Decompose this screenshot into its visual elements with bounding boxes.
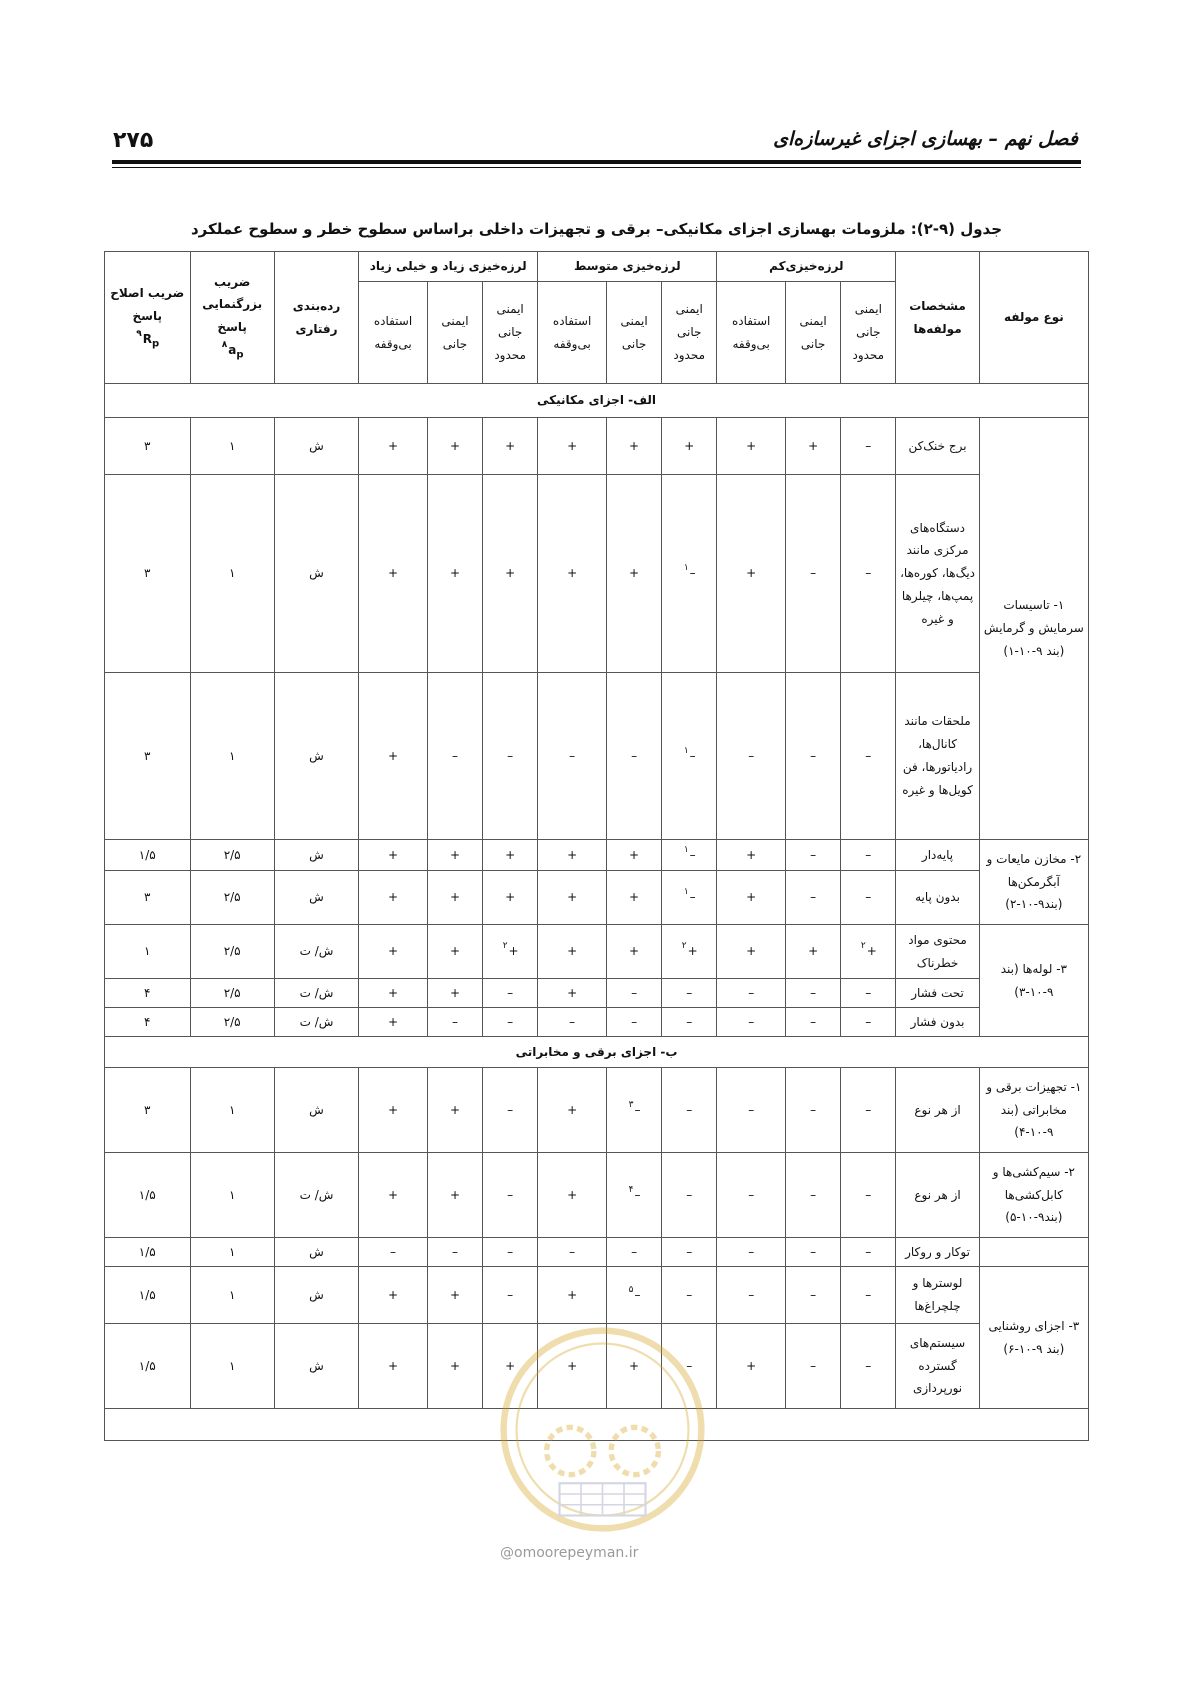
behavior-cell: ش [274, 475, 358, 673]
footnote-marker: ۳ [628, 1099, 634, 1110]
amp-factor-cell: ۱ [190, 1324, 274, 1409]
requirement-cell: + [427, 1068, 482, 1153]
requirement-cell: – [786, 1008, 841, 1037]
requirement-cell: –$^۱$ [662, 840, 717, 871]
requirement-cell: + [483, 418, 538, 475]
requirement-cell: + [717, 925, 786, 979]
requirement-cell: – [841, 418, 896, 475]
spec-cell: برج خنک‌کن [896, 418, 979, 475]
spec-cell: بدون فشار [896, 1008, 979, 1037]
requirement-cell: + [427, 1153, 482, 1238]
spec-cell: بدون پایه [896, 871, 979, 925]
requirement-cell: – [717, 1238, 786, 1267]
requirement-cell: + [538, 979, 607, 1008]
mod-factor-cell: ۱ [105, 925, 191, 979]
amp-factor-cell: ۲/۵ [190, 925, 274, 979]
page-number: ۲۷۵ [113, 128, 154, 153]
requirement-cell: – [841, 1267, 896, 1324]
behavior-cell: ش [274, 871, 358, 925]
mod-factor-cell: ۱/۵ [105, 1238, 191, 1267]
footnote-marker: ۱ [683, 887, 689, 898]
behavior-cell: ش [274, 1068, 358, 1153]
table-row [105, 1267, 1089, 1324]
requirement-cell: + [427, 1324, 482, 1409]
behavior-cell: ش [274, 1267, 358, 1324]
table-row [105, 475, 1089, 673]
table-row [105, 418, 1089, 475]
col-amp-factor [190, 252, 274, 384]
subcol-high-immediate-occupancy: استفاده بی‌وقفه [359, 282, 428, 384]
requirement-cell: + [359, 925, 428, 979]
requirement-cell: + [359, 1324, 428, 1409]
requirement-cell: – [841, 1008, 896, 1037]
requirement-cell: – [606, 1238, 661, 1267]
amp-factor-cell: ۲/۵ [190, 840, 274, 871]
mod-factor-cell: ۱/۵ [105, 1153, 191, 1238]
requirement-cell: + [606, 925, 661, 979]
table-row [105, 1153, 1089, 1238]
requirement-cell: – [786, 840, 841, 871]
amp-factor-cell: ۲/۵ [190, 871, 274, 925]
requirement-cell: – [786, 673, 841, 840]
requirement-cell: – [717, 1008, 786, 1037]
footnote-marker: ۴ [628, 1184, 634, 1195]
requirement-cell: + [538, 1267, 607, 1324]
section-electrical: ب- اجزای برقی و مخابراتی [105, 1037, 1089, 1068]
requirement-cell: – [606, 1008, 661, 1037]
amp-factor-cell: ۱ [190, 1238, 274, 1267]
requirement-cell: + [538, 871, 607, 925]
footnote-marker: ۱ [683, 563, 689, 574]
requirement-cell: – [717, 979, 786, 1008]
subcol-mod-limited-life-safety: ایمنی جانی محدود [662, 282, 717, 384]
behavior-cell: ش/ ت [274, 1153, 358, 1238]
requirement-cell: + [427, 475, 482, 673]
mod-factor-cell: ۳ [105, 418, 191, 475]
behavior-cell: ش [274, 1238, 358, 1267]
requirement-cell: – [538, 1008, 607, 1037]
requirement-cell: + [538, 475, 607, 673]
mod-factor-cell: ۳ [105, 673, 191, 840]
col-component-specs: مشخصات مولفه‌ها [896, 252, 979, 384]
requirement-cell: + [427, 418, 482, 475]
requirement-cell: + [538, 418, 607, 475]
requirement-cell: – [786, 871, 841, 925]
requirement-cell: + [538, 1153, 607, 1238]
requirement-cell: – [662, 1238, 717, 1267]
footnote-marker: ۱ [683, 844, 689, 855]
amp-factor-cell: ۱ [190, 475, 274, 673]
requirement-cell: + [538, 925, 607, 979]
amp-factor-cell: ۱ [190, 418, 274, 475]
table-row [105, 979, 1089, 1008]
requirement-cell: – [427, 1238, 482, 1267]
requirement-cell: + [359, 418, 428, 475]
requirement-cell: – [483, 1153, 538, 1238]
requirement-cell: + [786, 418, 841, 475]
requirement-cell: – [786, 979, 841, 1008]
requirement-cell: + [662, 418, 717, 475]
requirement-cell: – [483, 1267, 538, 1324]
requirement-cell: + [606, 418, 661, 475]
requirement-cell: – [483, 979, 538, 1008]
requirement-cell: + [786, 925, 841, 979]
mod-factor-cell: ۱/۵ [105, 1267, 191, 1324]
requirement-cell: – [606, 673, 661, 840]
requirement-cell: + [359, 840, 428, 871]
spec-cell: توکار و روکار [896, 1238, 979, 1267]
group-tanks: ۲- مخازن مایعات و آبگرمکن‌ها (بند۹-۱۰-۲) [979, 840, 1088, 925]
group-empty-cell [979, 1238, 1088, 1267]
behavior-cell: ش [274, 1324, 358, 1409]
spec-cell: محتوی مواد خطرناک [896, 925, 979, 979]
table-caption: جدول (۹-۲): ملزومات بهسازی اجزای مکانیکی– برقی و تجهیزات داخلی براساس سطوح خطر و سطوح عملکرد [190, 220, 1003, 238]
requirement-cell: – [841, 673, 896, 840]
spec-cell: از هر نوع [896, 1153, 979, 1238]
mod-factor-cell: ۴ [105, 979, 191, 1008]
requirement-cell: + [427, 871, 482, 925]
col-high-seismicity: لرزه‌خیزی زیاد و خیلی زیاد [359, 252, 538, 282]
mod-factor-cell: ۱/۵ [105, 1324, 191, 1409]
requirement-cell: + [483, 475, 538, 673]
behavior-cell: ش/ ت [274, 1008, 358, 1037]
requirement-cell: – [717, 1068, 786, 1153]
requirement-cell: – [662, 1267, 717, 1324]
spec-cell: تحت فشار [896, 979, 979, 1008]
group-hvac: ۱- تاسیسات سرمایش و گرمایش (بند ۹-۱۰-۱) [979, 418, 1088, 840]
requirement-cell: – [717, 1153, 786, 1238]
requirement-cell: – [662, 1324, 717, 1409]
amp-factor-cell: ۱ [190, 1153, 274, 1238]
col-low-seismicity: لرزه‌خیزی‌کم [717, 252, 896, 282]
amp-factor-cell: ۱ [190, 673, 274, 840]
requirement-cell: – [483, 1068, 538, 1153]
requirement-cell: – [841, 1068, 896, 1153]
col-component-type: نوع مولفه [979, 252, 1088, 384]
requirement-cell: + [717, 475, 786, 673]
requirement-cell: – [662, 979, 717, 1008]
requirement-cell: – [359, 1238, 428, 1267]
requirement-cell: + [717, 871, 786, 925]
table-row [105, 840, 1089, 871]
group-pipes: ۳- لوله‌ها (بند ۹-۱۰-۳) [979, 925, 1088, 1037]
table-row [105, 1008, 1089, 1037]
requirement-cell: + [538, 1324, 607, 1409]
group-wiring: ۲- سیم‌کشی‌ها و کابل‌کشی‌ها (بند۹-۱۰-۵) [979, 1153, 1088, 1238]
requirement-cell: + [427, 925, 482, 979]
requirement-cell: –$^۱$ [662, 475, 717, 673]
amp-factor-cell: ۱ [190, 1068, 274, 1153]
mod-factor-symbol: $^۹R_p$ [136, 328, 160, 349]
header-rule-thin [112, 167, 1081, 168]
subcol-low-immediate-occupancy: استفاده بی‌وقفه [717, 282, 786, 384]
requirement-cell: – [717, 673, 786, 840]
requirement-cell: + [427, 1267, 482, 1324]
mod-factor-label: ضریب اصلاح پاسخ [110, 286, 185, 323]
requirement-cell: + [427, 840, 482, 871]
col-moderate-seismicity: لرزه‌خیزی متوسط [538, 252, 717, 282]
requirement-cell: – [538, 1238, 607, 1267]
requirement-cell: + [538, 1068, 607, 1153]
requirement-cell: – [841, 1238, 896, 1267]
requirement-cell: + [359, 871, 428, 925]
requirement-cell: –$^۴$ [606, 1153, 661, 1238]
requirement-cell: – [786, 475, 841, 673]
requirement-cell: + [359, 1153, 428, 1238]
amp-factor-cell: ۱ [190, 1267, 274, 1324]
requirement-cell: + [606, 1324, 661, 1409]
section-mechanical: الف- اجزای مکانیکی [105, 384, 1089, 418]
subcol-high-limited-life-safety: ایمنی جانی محدود [483, 282, 538, 384]
requirement-cell: + [606, 871, 661, 925]
requirement-cell: – [841, 871, 896, 925]
subcol-low-life-safety: ایمنی جانی [786, 282, 841, 384]
requirement-cell: – [786, 1068, 841, 1153]
requirement-cell: – [717, 1267, 786, 1324]
mod-factor-cell: ۳ [105, 475, 191, 673]
chapter-title: فصل نهم – بهسازی اجزای غیرسازه‌ای [773, 128, 1078, 150]
table-row [105, 1068, 1089, 1153]
requirement-cell: – [786, 1267, 841, 1324]
requirement-cell: + [483, 1324, 538, 1409]
table-row [105, 673, 1089, 840]
requirement-cell: +$^۲$ [662, 925, 717, 979]
requirement-cell: –$^۱$ [662, 673, 717, 840]
spec-cell: دستگاه‌های مرکزی مانند دیگ‌ها، کوره‌ها، پمپ‌ها، چیلرها و غیره [896, 475, 979, 673]
group-lighting: ۳- اجزای روشنایی (بند ۹-۱۰-۶) [979, 1267, 1088, 1409]
group-elec-equipment: ۱- تجهیزات برقی و مخابراتی (بند ۹-۱۰-۴) [979, 1068, 1088, 1153]
requirement-cell: + [606, 840, 661, 871]
requirement-cell: –$^۳$ [606, 1068, 661, 1153]
subcol-low-limited-life-safety: ایمنی جانی محدود [841, 282, 896, 384]
behavior-cell: ش/ ت [274, 979, 358, 1008]
requirement-cell: + [483, 871, 538, 925]
requirement-cell: – [786, 1324, 841, 1409]
behavior-cell: ش [274, 840, 358, 871]
requirement-cell: – [427, 673, 482, 840]
spec-cell: ملحقات مانند کانال‌ها، رادیاتورها، فن کویل‌ها و غیره [896, 673, 979, 840]
requirement-cell: – [606, 979, 661, 1008]
footnote-marker: ۵ [628, 1284, 634, 1295]
spec-cell: لوسترها و چلچراغ‌ها [896, 1267, 979, 1324]
requirement-cell: + [359, 979, 428, 1008]
spec-cell: از هر نوع [896, 1068, 979, 1153]
requirement-cell: – [786, 1153, 841, 1238]
requirement-cell: + [717, 418, 786, 475]
footnote-marker: ۲ [502, 941, 508, 952]
requirement-cell: – [662, 1068, 717, 1153]
requirement-cell: +$^۲$ [841, 925, 896, 979]
requirement-cell: + [606, 475, 661, 673]
subcol-high-life-safety: ایمنی جانی [427, 282, 482, 384]
requirement-cell: – [841, 475, 896, 673]
watermark-logo [495, 1322, 710, 1537]
requirement-cell: – [538, 673, 607, 840]
requirement-cell: + [359, 1008, 428, 1037]
requirement-cell: + [538, 840, 607, 871]
amp-factor-label: ضریب بزرگنمایی پاسخ [202, 274, 263, 335]
requirement-cell: – [483, 673, 538, 840]
requirement-cell: + [427, 979, 482, 1008]
table-row [105, 871, 1089, 925]
requirement-cell: + [359, 475, 428, 673]
requirement-cell: + [359, 673, 428, 840]
spec-cell: سیستم‌های گسترده نورپردازی [896, 1324, 979, 1409]
requirement-cell: + [717, 1324, 786, 1409]
subcol-mod-immediate-occupancy: استفاده بی‌وقفه [538, 282, 607, 384]
footnote-marker: ۱ [683, 745, 689, 756]
requirement-cell: + [359, 1068, 428, 1153]
requirement-cell: – [662, 1008, 717, 1037]
amp-factor-cell: ۲/۵ [190, 979, 274, 1008]
mod-factor-cell: ۳ [105, 1068, 191, 1153]
requirement-cell: – [841, 1153, 896, 1238]
watermark-url: @omoorepeyman.ir [500, 1545, 639, 1561]
requirement-cell: – [483, 1238, 538, 1267]
requirement-cell: +$^۲$ [483, 925, 538, 979]
requirement-cell: – [841, 979, 896, 1008]
amp-factor-cell: ۲/۵ [190, 1008, 274, 1037]
requirement-cell: + [359, 1267, 428, 1324]
subcol-mod-life-safety: ایمنی جانی [606, 282, 661, 384]
amp-factor-symbol: $^۸a_p$ [221, 340, 244, 361]
col-mod-factor [105, 252, 191, 384]
col-behavior-class: رده‌بندی رفتاری [274, 252, 358, 384]
spec-cell: پایه‌دار [896, 840, 979, 871]
requirement-cell: + [483, 840, 538, 871]
requirement-cell: – [427, 1008, 482, 1037]
behavior-cell: ش/ ت [274, 925, 358, 979]
requirement-cell: – [483, 1008, 538, 1037]
table-row [105, 1238, 1089, 1267]
requirement-cell: –$^۵$ [606, 1267, 661, 1324]
requirement-cell: – [841, 1324, 896, 1409]
behavior-cell: ش [274, 418, 358, 475]
behavior-cell: ش [274, 673, 358, 840]
mod-factor-cell: ۳ [105, 871, 191, 925]
mod-factor-cell: ۱/۵ [105, 840, 191, 871]
requirement-cell: – [841, 840, 896, 871]
footnote-marker: ۲ [681, 941, 687, 952]
footnote-marker: ۲ [860, 941, 866, 952]
requirement-cell: – [662, 1153, 717, 1238]
table-row [105, 925, 1089, 979]
requirements-table [104, 251, 1089, 1441]
requirement-cell: + [717, 840, 786, 871]
requirement-cell: –$^۱$ [662, 871, 717, 925]
mod-factor-cell: ۴ [105, 1008, 191, 1037]
requirement-cell: – [786, 1238, 841, 1267]
header-rule-thick [112, 160, 1081, 164]
